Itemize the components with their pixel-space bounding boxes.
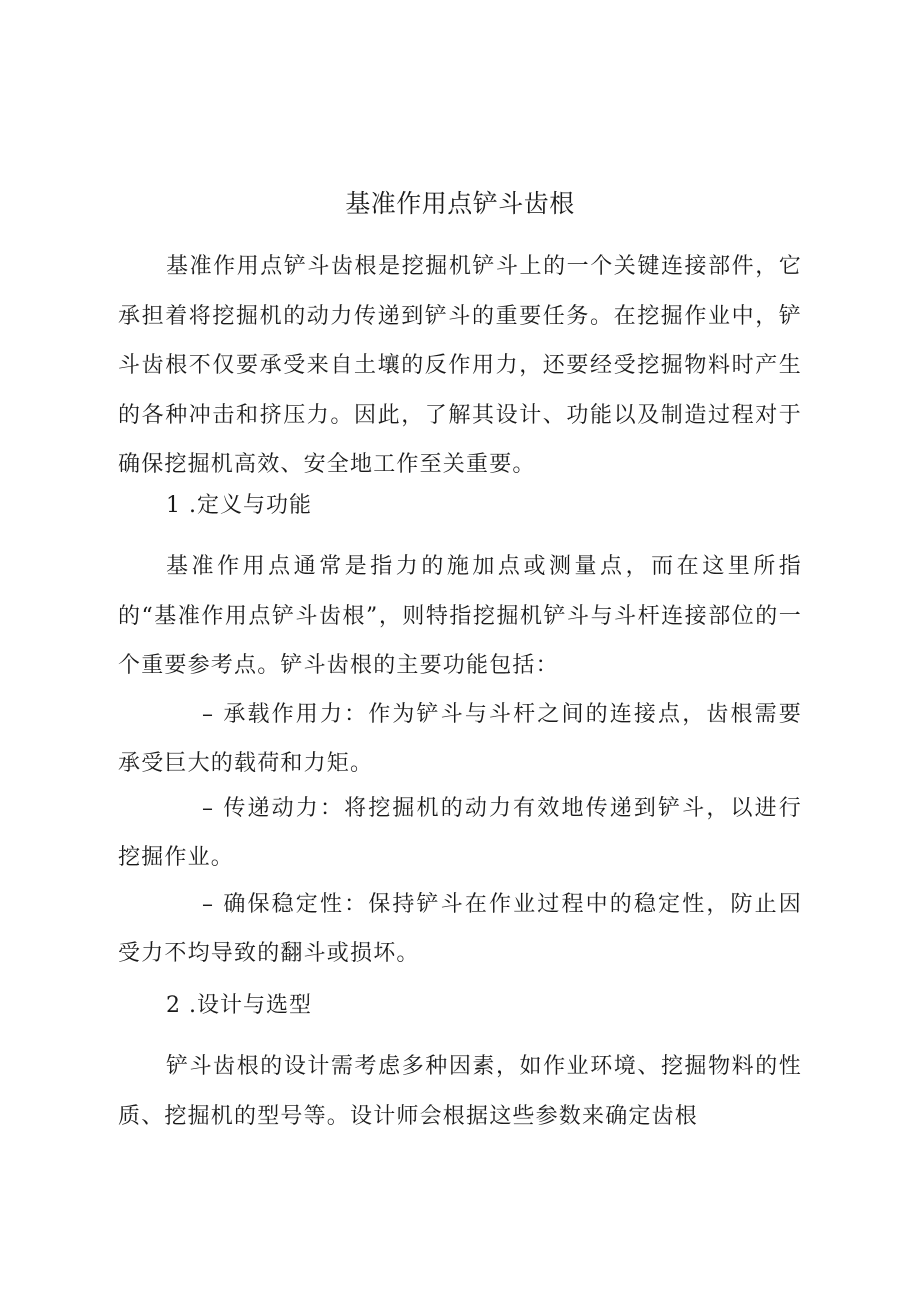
section-2-paragraph: 铲斗齿根的设计需考虑多种因素，如作业环境、挖掘物料的性质、挖掘机的型号等。设计师会根据这些参数来确定齿根 — [118, 1054, 802, 1129]
section-1-heading: 1 .定义与功能 — [166, 493, 312, 518]
intro-paragraph: 基准作用点铲斗齿根是挖掘机铲斗上的一个关键连接部件，它承担着将挖掘机的动力传递到铲斗的重要任务。在挖掘作业中，铲斗齿根不仅要承受来自土壤的反作用力，还要经受挖掘物料时产生的各种冲击和挤压力。因此，了解其设计、功能以及制造过程对于确保挖掘机高效、安全地工作至关重要。 — [118, 254, 802, 478]
section-1-paragraph: 基准作用点通常是指力的施加点或测量点，而在这里所指的“基准作用点铲斗齿根”，则特指挖掘机铲斗与斗杆连接部位的一个重要参考点。铲斗齿根的主要功能包括： — [118, 554, 802, 679]
bullet-item-load: – 承载作用力：作为铲斗与斗杆之间的连接点，齿根需要承受巨大的载荷和力矩。 — [118, 702, 802, 776]
bullet-item-stability: – 确保稳定性：保持铲斗在作业过程中的稳定性，防止因受力不均导致的翻斗或损坏。 — [118, 892, 802, 966]
bullet-item-power: – 传递动力：将挖掘机的动力有效地传递到铲斗，以进行挖掘作业。 — [118, 796, 802, 870]
document-title: 基准作用点铲斗齿根 — [345, 189, 575, 218]
section-2-heading: 2 .设计与选型 — [166, 993, 312, 1018]
